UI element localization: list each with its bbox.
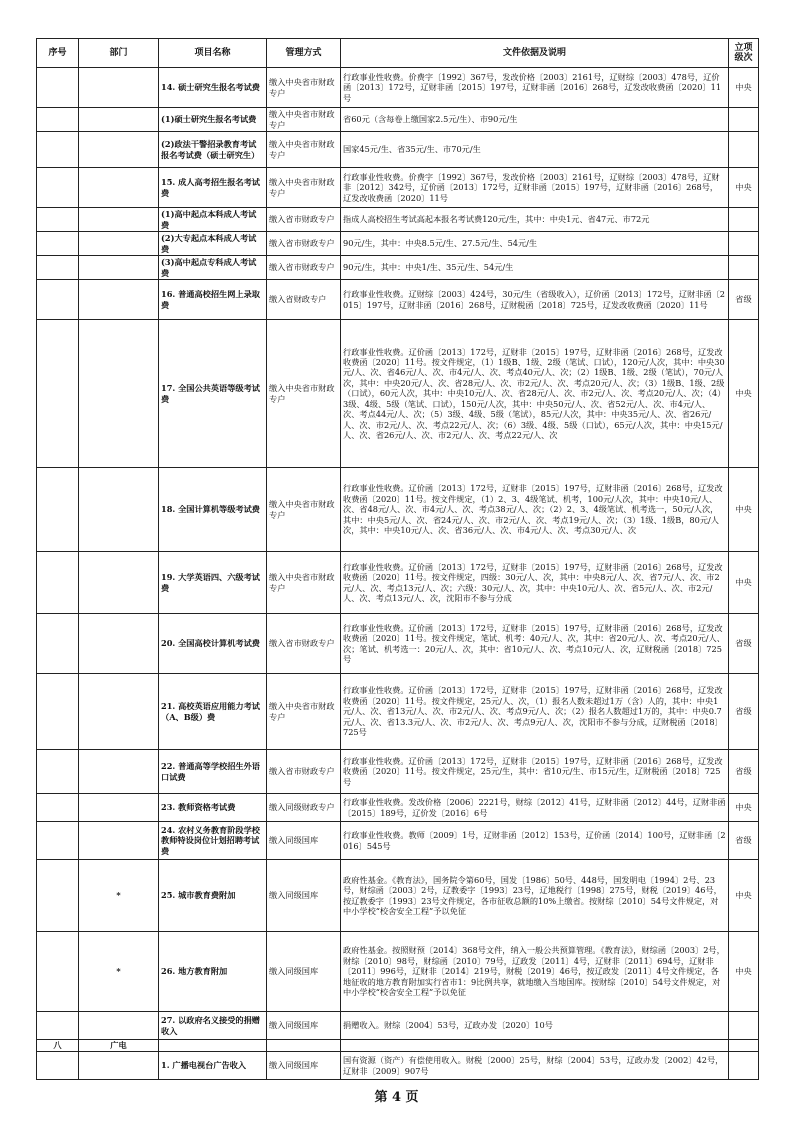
cell-level: 省级 — [729, 822, 759, 860]
cell-dept — [79, 280, 159, 320]
cell-level — [729, 1040, 759, 1052]
cell-seq — [37, 614, 79, 674]
cell-mgmt: 缴入同级财政专户 — [267, 794, 341, 822]
cell-name: 14. 硕士研究生报名考试费 — [159, 68, 267, 108]
cell-name: 27. 以政府名义接受的捐赠收入 — [159, 1012, 267, 1040]
cell-level: 中央 — [729, 860, 759, 932]
page-number: 第 4 页 — [374, 1090, 419, 1105]
cell-dept: 广电 — [79, 1040, 159, 1052]
cell-seq — [37, 320, 79, 468]
header-basis: 文件依据及说明 — [341, 39, 729, 68]
table-row — [37, 614, 759, 674]
table-row — [37, 932, 759, 1012]
cell-basis: 行政事业性收费。辽价函〔2013〕172号，辽财非〔2015〕197号，辽财非函〔2016〕268号，辽发改收费函〔2020〕11号。按文件规定，25元/人、次，（1）报名人数未超过1万（含）人的，其中：中央1元/人、次、省13元/人、次、市2元/人、次、考点9元/人、次；（2）报名人数超过1万的，其中：中央0.7元/人、次、省13.3元/人、次、市2元/人、次、考点9元/人、次，沈阳市不参与分成，辽财税函〔2018〕725号 — [341, 674, 729, 750]
category-row — [37, 1040, 759, 1052]
cell-dept — [79, 468, 159, 552]
cell-name: 16. 普通高校招生网上录取费 — [159, 280, 267, 320]
cell-level: 中央 — [729, 320, 759, 468]
cell-name: 22. 普通高等学校招生外语口试费 — [159, 750, 267, 794]
cell-level: 省级 — [729, 674, 759, 750]
cell-seq: 八 — [37, 1040, 79, 1052]
cell-mgmt: 缴入中央省市财政专户 — [267, 320, 341, 468]
cell-basis: 行政事业性收费。辽价函〔2013〕172号，辽财非〔2015〕197号，辽财非函〔2016〕268号，辽发改收费函〔2020〕11号。按文件规定，（1）2、3、4级笔试、机考，100元/人次，其中：中央10元/人、次、省48元/人、次、市4元/人、次、考点38元/人、次；（2）2、3、4级笔试、机考选一，50元/人次，其中：中央5元/人、次、省24元/人、次、市2元/人、次、考点19元/人、次；（3）1级、1级B，80元/人次，其中：中央10元/人、次、省36元/人、次、市4元/人、次、考点30元/人、次 — [341, 468, 729, 552]
cell-dept: * — [79, 860, 159, 932]
cell-seq — [37, 552, 79, 614]
cell-seq — [37, 68, 79, 108]
cell-mgmt: 缴入中央省市财政专户 — [267, 68, 341, 108]
cell-basis: 90元/生，其中：中央1/生、35元/生、54元/生 — [341, 256, 729, 280]
cell-mgmt: 缴入省市财政专户 — [267, 750, 341, 794]
cell-mgmt: 缴入中央省市财政专户 — [267, 132, 341, 168]
cell-mgmt: 缴入省财政专户 — [267, 280, 341, 320]
cell-dept — [79, 614, 159, 674]
cell-basis: 国家45元/生、省35元/生、市70元/生 — [341, 132, 729, 168]
cell-level: 中央 — [729, 168, 759, 208]
cell-basis: 行政事业性收费。辽财综〔2003〕424号，30元/生（省级收入），辽价函〔2013〕172号，辽财非函〔2015〕197号，辽财非函〔2016〕268号，辽财税函〔2018〕725号，辽发改收费函〔2020〕11号 — [341, 280, 729, 320]
cell-mgmt: 缴入省市财政专户 — [267, 208, 341, 232]
cell-seq — [37, 108, 79, 132]
cell-dept — [79, 1052, 159, 1080]
cell-seq — [37, 280, 79, 320]
cell-basis: 指成人高校招生考试高起本报名考试费120元/生，其中：中央1元、省47元、市72元 — [341, 208, 729, 232]
cell-seq — [37, 932, 79, 1012]
cell-dept — [79, 552, 159, 614]
cell-level — [729, 232, 759, 256]
cell-seq — [37, 674, 79, 750]
cell-basis: 国有资源（资产）有偿使用收入。财税〔2000〕25号，财综〔2004〕53号，辽政办发〔2002〕42号，辽财非〔2009〕907号 — [341, 1052, 729, 1080]
table-row — [37, 794, 759, 822]
cell-seq — [37, 750, 79, 794]
header-mgmt: 管理方式 — [267, 39, 341, 68]
table-row — [37, 860, 759, 932]
cell-dept — [79, 232, 159, 256]
table-row — [37, 132, 759, 168]
cell-seq — [37, 860, 79, 932]
cell-seq — [37, 232, 79, 256]
table-row — [37, 68, 759, 108]
cell-name: 24. 农村义务教育阶段学校教师特设岗位计划招聘考试费 — [159, 822, 267, 860]
cell-mgmt: 缴入同级国库 — [267, 860, 341, 932]
cell-seq — [37, 468, 79, 552]
table-row — [37, 1052, 759, 1080]
cell-mgmt: 缴入同级国库 — [267, 1012, 341, 1040]
cell-name: (2)大专起点本科成人考试费 — [159, 232, 267, 256]
cell-level: 中央 — [729, 932, 759, 1012]
cell-seq — [37, 1052, 79, 1080]
cell-mgmt — [267, 1040, 341, 1052]
cell-level — [729, 1052, 759, 1080]
table-row — [37, 320, 759, 468]
cell-basis: 政府性基金。按照财预〔2014〕368号文件，纳入一般公共预算管理。《教育法》，财综函〔2003〕2号，财综〔2010〕98号，财综函〔2010〕79号，辽政发〔2011〕4号，辽财非〔2011〕694号，辽财非〔2011〕996号，辽财非〔2014〕219号，财税〔2019〕46号，按辽政发〔2011〕4号文件规定，各地征收的地方教育附加实行省市1：9比例共享，就地缴入当地国库。按财综〔2010〕54号文件规定，对中小学校“校舍安全工程”予以免征 — [341, 932, 729, 1012]
table-row — [37, 232, 759, 256]
cell-seq — [37, 168, 79, 208]
cell-level: 中央 — [729, 794, 759, 822]
cell-dept — [79, 1012, 159, 1040]
cell-level — [729, 1012, 759, 1040]
cell-mgmt: 缴入中央省市财政专户 — [267, 108, 341, 132]
cell-name: 20. 全国高校计算机考试费 — [159, 614, 267, 674]
cell-level: 中央 — [729, 468, 759, 552]
cell-dept — [79, 794, 159, 822]
header-level: 立项级次 — [729, 39, 759, 68]
cell-name: (2)政法干警招录教育考试报名考试费（硕士研究生） — [159, 132, 267, 168]
cell-basis: 行政事业性收费。辽价函〔2013〕172号，辽财非〔2015〕197号，辽财非函〔2016〕268号，辽发改收费函〔2020〕11号。按文件规定，25元/生，其中：省10元/生、市15元/生，辽财税函〔2018〕725号 — [341, 750, 729, 794]
cell-dept — [79, 256, 159, 280]
cell-dept: * — [79, 932, 159, 1012]
cell-seq — [37, 1012, 79, 1040]
cell-mgmt: 缴入同级国库 — [267, 932, 341, 1012]
table-row — [37, 552, 759, 614]
table-row — [37, 750, 759, 794]
table-row — [37, 822, 759, 860]
cell-basis: 行政事业性收费。价费字〔1992〕367号，发改价格〔2003〕2161号，辽财综〔2003〕478号，辽价函〔2013〕172号，辽财非函〔2015〕197号，辽财非函〔2016〕268号，辽发改收费函〔2020〕11号 — [341, 68, 729, 108]
cell-dept — [79, 674, 159, 750]
cell-basis: 90元/生，其中：中央8.5元/生、27.5元/生、54元/生 — [341, 232, 729, 256]
cell-name — [159, 1040, 267, 1052]
table-row — [37, 168, 759, 208]
cell-name: 26. 地方教育附加 — [159, 932, 267, 1012]
header-name: 项目名称 — [159, 39, 267, 68]
header-seq: 序号 — [37, 39, 79, 68]
cell-dept — [79, 168, 159, 208]
cell-level — [729, 108, 759, 132]
cell-dept — [79, 822, 159, 860]
cell-dept — [79, 132, 159, 168]
cell-level — [729, 208, 759, 232]
cell-basis: 行政事业性收费。辽价函〔2013〕172号，辽财非〔2015〕197号，辽财非函〔2016〕268号，辽发改收费函〔2020〕11号。按文件规定，（1）1级B、1级、2级（笔试、口试），120元/人次，其中：中央30元/人、次、省46元/人、次、市4元/人、次、考点40元/人、次；（2）1级B、1级、2级（笔试），70元/人次，其中：中央20元/人、次、省28元/人、次、市2元/人、次、考点20元/人、次；（3）1级B、1级、2级（口试），60元人次，其中：中央10元/人、次、省28元/人、次、市2元/人、次、考点20元/人、次；（4）3级、4级、5级（笔试、口试），150元/人次，其中：中央50元/人、次、省52元/人、次、市4元/人、次、考点44元/人、次；（5）3级、4级、5级（笔试），85元/人次，其中：中央35元/人、次、省26元/人、次、市2元/人、次、考点22元/人、次；（6）3级、4级、5级（口试），65元/人次，其中：中央15元/人、次、省26元/人、次、市2元/人、次、考点22元/人、次 — [341, 320, 729, 468]
cell-mgmt: 缴入省市财政专户 — [267, 232, 341, 256]
cell-name: 15. 成人高考招生报名考试费 — [159, 168, 267, 208]
table-row — [37, 468, 759, 552]
table-row — [37, 1012, 759, 1040]
cell-seq — [37, 256, 79, 280]
cell-dept — [79, 68, 159, 108]
cell-dept — [79, 208, 159, 232]
cell-level — [729, 132, 759, 168]
cell-mgmt: 缴入中央省市财政专户 — [267, 168, 341, 208]
cell-dept — [79, 320, 159, 468]
cell-name: 17. 全国公共英语等级考试费 — [159, 320, 267, 468]
cell-basis: 行政事业性收费。辽价函〔2013〕172号，辽财非〔2015〕197号，辽财非函〔2016〕268号，辽发改收费函〔2020〕11号。按文件规定，笔试、机考：40元/人、次，其中：省20元/人、次、考点20元/人、次；笔试、机考选一：20元/人、次，其中：省10元/人、次、考点10元/人、次，辽财税函〔2018〕725号 — [341, 614, 729, 674]
cell-seq — [37, 132, 79, 168]
cell-name: 1. 广播电视台广告收入 — [159, 1052, 267, 1080]
cell-name: (1)硕士研究生报名考试费 — [159, 108, 267, 132]
cell-mgmt: 缴入省市财政专户 — [267, 256, 341, 280]
cell-name: 19. 大学英语四、六级考试费 — [159, 552, 267, 614]
cell-seq — [37, 822, 79, 860]
cell-level: 省级 — [729, 614, 759, 674]
cell-level — [729, 256, 759, 280]
cell-level: 省级 — [729, 280, 759, 320]
cell-basis: 捐赠收入。财综〔2004〕53号，辽政办发〔2020〕10号 — [341, 1012, 729, 1040]
fee-table — [36, 38, 759, 1080]
cell-seq — [37, 208, 79, 232]
cell-dept — [79, 108, 159, 132]
cell-name: 25. 城市教育费附加 — [159, 860, 267, 932]
cell-mgmt: 缴入中央省市财政专户 — [267, 552, 341, 614]
cell-mgmt: 缴入省市财政专户 — [267, 614, 341, 674]
header-dept: 部门 — [79, 39, 159, 68]
table-row — [37, 256, 759, 280]
cell-name: 21. 高校英语应用能力考试（A、B级）费 — [159, 674, 267, 750]
cell-basis: 行政事业性收费。辽价函〔2013〕172号，辽财非〔2015〕197号，辽财非函〔2016〕268号，辽发改收费函〔2020〕11号。按文件规定，四级：30元/人、次，其中：中央8元/人、次、省7元/人、次、市2元/人、次、考点13元/人、次；六级：30元/人、次，其中：中央10元/人、次、省5元/人、次、市2元/人、次、考点13元/人、次，沈阳市不参与分成 — [341, 552, 729, 614]
cell-mgmt: 缴入中央省市财政专户 — [267, 674, 341, 750]
table-row — [37, 208, 759, 232]
cell-basis — [341, 1040, 729, 1052]
cell-name: 18. 全国计算机等级考试费 — [159, 468, 267, 552]
cell-mgmt: 缴入中央省市财政专户 — [267, 468, 341, 552]
cell-basis: 行政事业性收费。价费字〔1992〕367号，发改价格〔2003〕2161号，辽财综〔2003〕478号，辽财非〔2012〕342号，辽价函〔2013〕172号，辽财非函〔2015〕197号，辽财非函〔2016〕268号，辽发改收费函〔2020〕11号 — [341, 168, 729, 208]
cell-basis: 行政事业性收费。教师〔2009〕1号，辽财非函〔2012〕153号，辽价函〔2014〕100号，辽财非函〔2016〕545号 — [341, 822, 729, 860]
cell-mgmt: 缴入同级国库 — [267, 1052, 341, 1080]
cell-basis: 行政事业性收费。发改价格〔2006〕2221号，财综〔2012〕41号，辽财非函〔2012〕44号，辽财非函〔2015〕189号，辽价发〔2016〕6号 — [341, 794, 729, 822]
cell-name: (3)高中起点专科成人考试费 — [159, 256, 267, 280]
cell-level: 中央 — [729, 552, 759, 614]
cell-basis: 省60元（含每卷上缴国家2.5元/生）、市90元/生 — [341, 108, 729, 132]
cell-level: 省级 — [729, 750, 759, 794]
cell-dept — [79, 750, 159, 794]
cell-name: 23. 教师资格考试费 — [159, 794, 267, 822]
table-row — [37, 108, 759, 132]
cell-level: 中央 — [729, 68, 759, 108]
cell-mgmt: 缴入同级国库 — [267, 822, 341, 860]
table-row — [37, 674, 759, 750]
cell-name: (1)高中起点本科成人考试费 — [159, 208, 267, 232]
table-header-row — [37, 39, 759, 68]
cell-seq — [37, 794, 79, 822]
table-row — [37, 280, 759, 320]
cell-basis: 政府性基金。《教育法》，国务院令第60号，国发〔1986〕50号、448号，国发明电〔1994〕2号、23号，财综函〔2003〕2号，辽教委字〔1993〕23号，辽地税行〔1998〕275号，财税〔2019〕46号，按辽教委字〔1993〕23号文件规定，各市征收总额的10%上缴省。按财综〔2010〕54号文件规定，对中小学校“校舍安全工程”予以免征 — [341, 860, 729, 932]
